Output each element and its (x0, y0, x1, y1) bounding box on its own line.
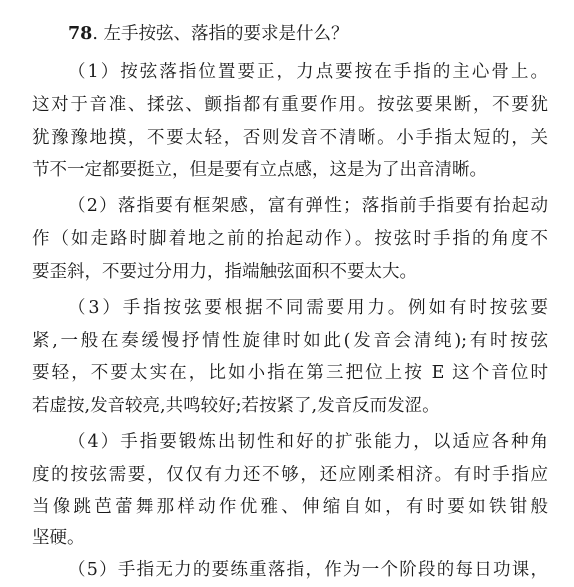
paragraph-3-line-3: 要轻，不要太实在，比如小指在第三把位上按 E 这个音位时 (32, 363, 548, 383)
paragraph-4-line-3: 当像跳芭蕾舞那样动作优雅、伸缩自如，有时要如铁钳般 (32, 497, 548, 517)
paragraph-3-line-1: （3）手指按弦要根据不同需要用力。例如有时按弦要 (68, 298, 548, 318)
paragraph-4-line-2: 度的按弦需要，仅仅有力还不够，还应刚柔相济。有时手指应 (32, 465, 548, 485)
paragraph-1-line-4: 节不一定都要挺立，但是要有立点感，这是为了出音清晰。 (32, 160, 487, 180)
paragraph-2-line-1: （2）落指要有框架感，富有弹性；落指前手指要有抬起动 (68, 196, 548, 216)
paragraph-1-line-2: 这对于音准、揉弦、颤指都有重要作用。按弦要果断，不要犹 (32, 95, 548, 115)
question-title: . 左手按弦、落指的要求是什么？ (92, 24, 349, 44)
paragraph-2-line-2: 作（如走路时脚着地之前的抬起动作）。按弦时手指的角度不 (32, 229, 548, 249)
paragraph-3-line-4: 若虚按,发音较亮,共鸣较好;若按紧了,发音反而发涩。 (32, 396, 440, 416)
paragraph-4-line-1: （4）手指要锻炼出韧性和好的扩张能力，以适应各种角 (68, 432, 548, 452)
paragraph-4-line-4: 坚硬。 (32, 528, 85, 548)
paragraph-5-line-1: （5）手指无力的要练重落指，作为一个阶段的每日功课， (68, 560, 548, 580)
question-heading (68, 17, 548, 51)
paragraph-1-line-3: 犹豫豫地摸，不要太轻，否则发音不清晰。小手指太短的，关 (32, 128, 548, 148)
paragraph-1-line-1: （1）按弦落指位置要正，力点要按在手指的主心骨上。 (68, 62, 548, 82)
paragraph-3-line-2: 紧,一般在奏缓慢抒情性旋律时如此(发音会清纯);有时按弦 (32, 331, 548, 351)
question-number: 78 (68, 24, 93, 44)
paragraph-2-line-3: 要歪斜，不要过分用力，指端触弦面积不要太大。 (32, 262, 417, 282)
